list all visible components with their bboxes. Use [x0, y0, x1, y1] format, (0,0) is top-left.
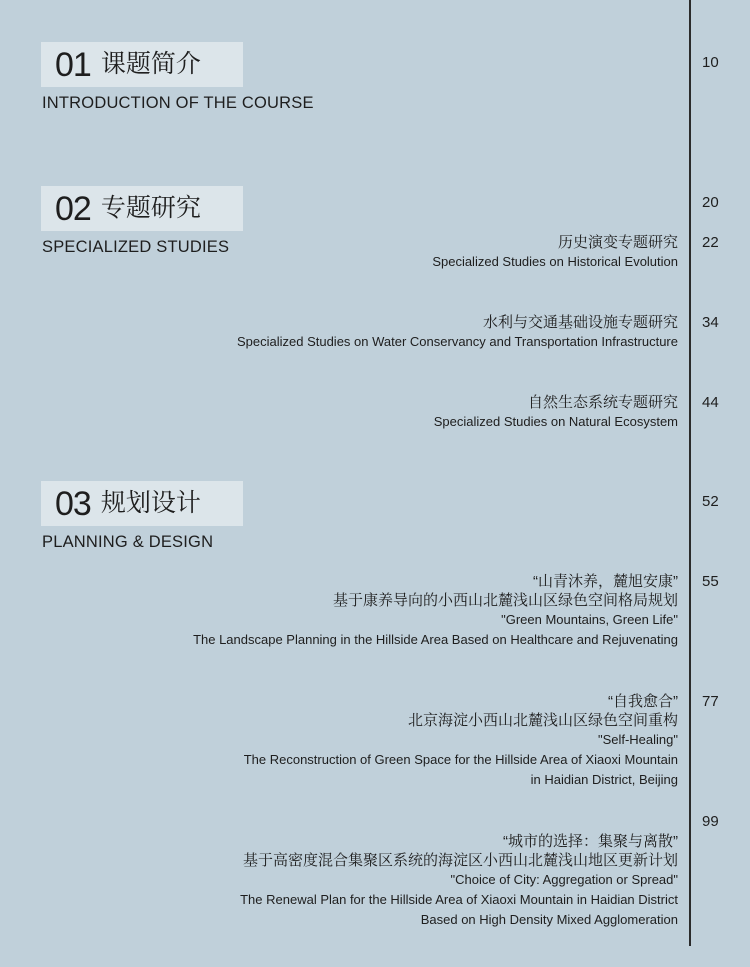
section-title-en: INTRODUCTION OF THE COURSE: [42, 94, 314, 112]
entry-title-cn: 水利与交通基础设施专题研究: [482, 314, 678, 331]
page-number: 52: [702, 493, 719, 510]
entry-title-cn: 北京海淀小西山北麓浅山区绿色空间重构: [407, 712, 678, 729]
entry-title-en: The Landscape Planning in the Hillside Area Based on Healthcare and Rejuvenating: [193, 632, 678, 647]
page-number: 77: [702, 693, 719, 710]
section-03-header[interactable]: [41, 481, 243, 526]
section-title: 课题简介: [100, 50, 201, 78]
page-number: 55: [702, 573, 719, 590]
entry-title-en: Specialized Studies on Historical Evolution: [432, 254, 678, 269]
entry-title-en: The Renewal Plan for the Hillside Area of Xiaoxi Mountain in Haidian District: [240, 892, 678, 907]
page-number: 34: [702, 314, 719, 331]
entry-title-en-cont: Based on High Density Mixed Agglomeration: [420, 912, 678, 927]
entry-title-en: Specialized Studies on Water Conservancy and Transportation Infrastructure: [236, 334, 678, 349]
entry-subtitle-en: "Choice of City: Aggregation or Spread": [450, 872, 678, 887]
section-01-header[interactable]: [41, 42, 243, 87]
entry-subtitle-en: "Self-Healing": [597, 732, 678, 747]
section-title: 专题研究: [100, 194, 201, 222]
page-number: 99: [702, 813, 719, 830]
page-number: 10: [702, 54, 719, 71]
section-title: 规划设计: [100, 489, 201, 517]
entry-subtitle-cn: “城市的选择：集聚与离散”: [503, 833, 678, 850]
toc-entry[interactable]: [240, 832, 678, 930]
section-title-en: SPECIALIZED STUDIES: [42, 238, 230, 256]
toc-entry[interactable]: [193, 572, 678, 650]
toc-entry[interactable]: [244, 692, 678, 790]
section-number: 01: [55, 45, 91, 84]
entry-subtitle-cn: “自我愈合”: [608, 693, 678, 710]
section-number: 02: [55, 189, 91, 228]
section-title-en: PLANNING & DESIGN: [42, 533, 214, 551]
entry-title-en-cont: in Haidian District, Beijing: [530, 772, 678, 787]
entry-title-cn: 基于康养导向的小西山北麓浅山区绿色空间格局规划: [332, 592, 678, 609]
toc-entry[interactable]: [432, 233, 678, 272]
entry-subtitle-cn: “山青沐养，麓旭安康”: [533, 573, 678, 590]
toc-entry[interactable]: [237, 313, 678, 352]
entry-title-en: Specialized Studies on Natural Ecosystem: [433, 414, 678, 429]
toc-divider-line: [689, 0, 691, 946]
page-number: 22: [702, 234, 719, 251]
page-number: 44: [702, 394, 719, 411]
entry-title-en: The Reconstruction of Green Space for the Hillside Area of Xiaoxi Mountain: [243, 752, 678, 767]
entry-subtitle-en: "Green Mountains, Green Life": [501, 612, 678, 627]
entry-title-cn: 历史演变专题研究: [557, 234, 678, 251]
page-number: 20: [702, 194, 719, 211]
entry-title-cn: 基于高密度混合集聚区系统的海淀区小西山北麓浅山地区更新计划: [242, 852, 678, 869]
entry-title-cn: 自然生态系统专题研究: [527, 394, 678, 411]
toc-entry[interactable]: [434, 393, 678, 432]
section-02-header[interactable]: [41, 186, 243, 231]
section-number: 03: [55, 484, 91, 523]
